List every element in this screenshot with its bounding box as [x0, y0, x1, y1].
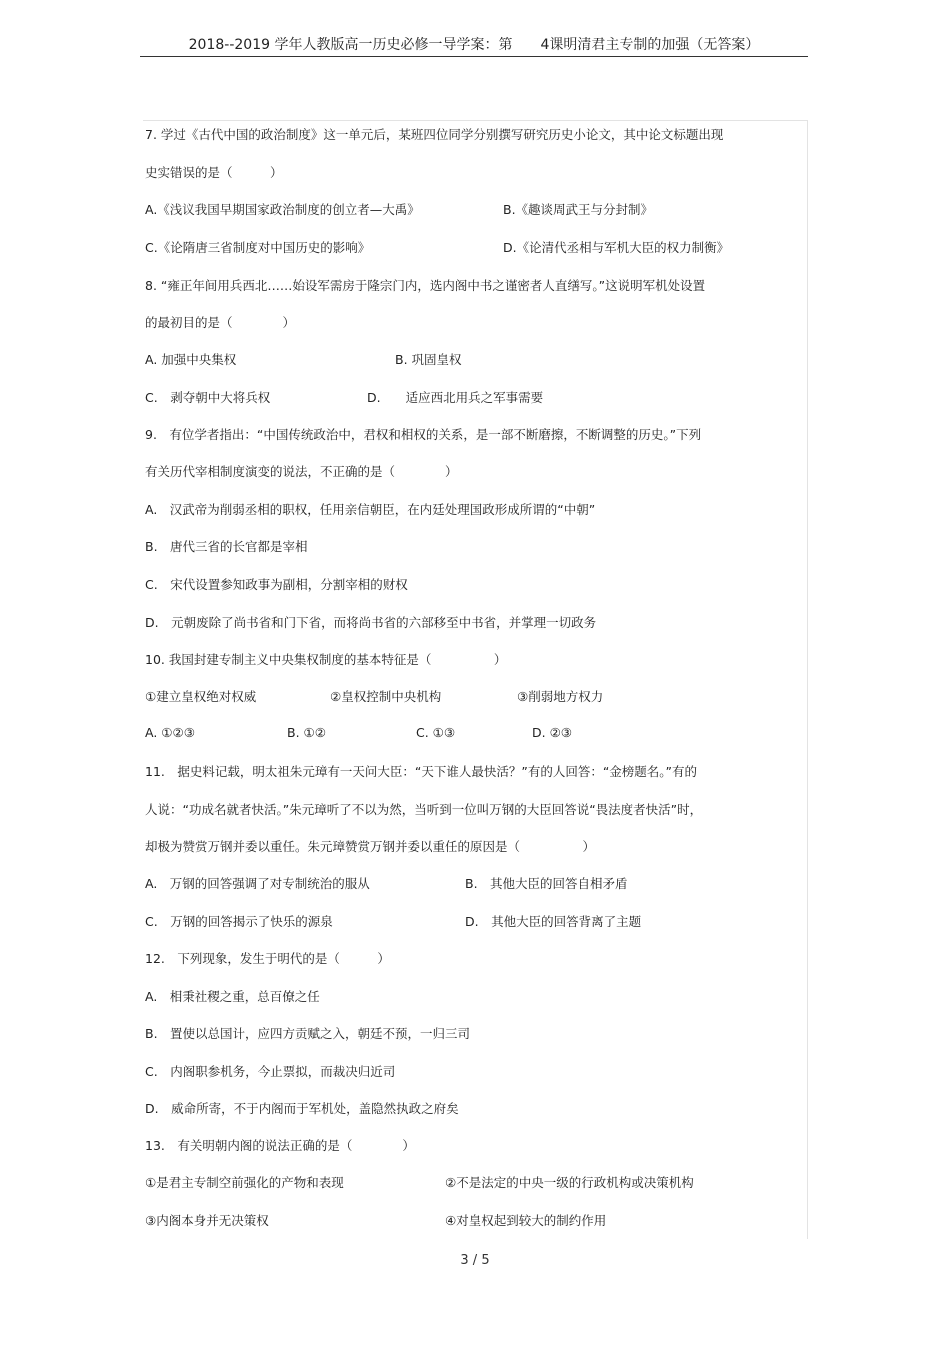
q10-stem: 10. 我国封建专制主义中央集权制度的基本特征是（ ） — [145, 652, 507, 667]
page-number: 3 / 5 — [460, 1253, 490, 1268]
q11-stem-line-2: 人说：“功成名就者快活。”朱元璋听了不以为然，当听到一位叫万钢的大臣回答说“畏法度者快活”时， — [145, 802, 703, 817]
q13-statement-1: ①是君主专制空前强化的产物和表现 — [145, 1175, 344, 1190]
q11-option-a: A. 万钢的回答强调了对专制统治的服从 — [145, 876, 370, 891]
q13-statements-row-2 — [145, 1211, 607, 1229]
page-header — [140, 35, 808, 57]
q9-stem-line-1: 9. 有位学者指出：“中国传统政治中，君权和相权的关系，是一部不断磨擦，不断调整的历史。”下列 — [145, 427, 702, 442]
q10-options-row — [145, 725, 572, 740]
q7-options-row-2 — [145, 238, 730, 256]
q10-statement-3: ③削弱地方权力 — [517, 689, 604, 704]
q13-statement-2: ②不是法定的中央一级的行政机构或决策机构 — [445, 1175, 694, 1190]
q9-option-b: B. 唐代三省的长官都是宰相 — [145, 539, 308, 554]
q11-options-row-1 — [145, 874, 628, 892]
q7-options-row-1 — [145, 200, 654, 218]
q12-option-c: C. 内阁职参机务，今止票拟，而裁决归近司 — [145, 1064, 396, 1079]
q8-options-row-2 — [145, 388, 544, 406]
q7-option-c: C.《论隋唐三省制度对中国历史的影响》 — [145, 240, 371, 255]
q10-option-a: A. ①②③ — [145, 725, 195, 740]
q11-option-b: B. 其他大臣的回答自相矛盾 — [465, 876, 628, 891]
q10-statement-1: ①建立皇权绝对权威 — [145, 689, 257, 704]
q8-options-row-1 — [145, 350, 462, 368]
q13-statement-4: ④对皇权起到较大的制约作用 — [445, 1213, 607, 1228]
q12-stem: 12. 下列现象，发生于明代的是（ ） — [145, 951, 390, 966]
q13-stem: 13. 有关明朝内阁的说法正确的是（ ） — [145, 1138, 415, 1153]
q11-option-d: D. 其他大臣的回答背离了主题 — [465, 914, 642, 929]
q9-option-c: C. 宋代设置参知政事为副相，分割宰相的财权 — [145, 577, 408, 592]
q11-options-row-2 — [145, 912, 642, 930]
q9-option-d: D. 元朝废除了尚书省和门下省，而将尚书省的六部移至中书省，并掌理一切政务 — [145, 615, 597, 630]
q13-statements-row-1 — [145, 1173, 694, 1191]
q11-stem-line-3: 却极为赞赏万钢并委以重任。朱元璋赞赏万钢并委以重任的原因是（ ） — [145, 839, 596, 854]
q9-option-a: A. 汉武帝为削弱丞相的职权，任用亲信朝臣，在内廷处理国政形成所谓的“中朝” — [145, 502, 596, 517]
q13-statement-3: ③内阁本身并无决策权 — [145, 1213, 269, 1228]
q10-option-d: D. ②③ — [532, 725, 572, 740]
q10-option-b: B. ①② — [287, 725, 326, 740]
q12-option-d: D. 威命所寄，不于内阁而于军机处，盖隐然执政之府矣 — [145, 1101, 459, 1116]
q10-option-c: C. ①③ — [416, 725, 456, 740]
q7-stem-line-2: 史实错误的是（ ） — [145, 165, 283, 180]
q12-option-b: B. 置使以总国计，应四方贡赋之入，朝廷不预，一归三司 — [145, 1026, 471, 1041]
q7-option-d: D.《论清代丞相与军机大臣的权力制衡》 — [503, 240, 730, 255]
q11-stem-line-1: 11. 据史料记载，明太祖朱元璋有一天问大臣：“天下谁人最快活？”有的人回答：“金榜题名。”有的 — [145, 764, 698, 779]
q10-statement-2: ②皇权控制中央机构 — [330, 689, 442, 704]
q9-stem-line-2: 有关历代宰相制度演变的说法，不正确的是（ ） — [145, 464, 458, 479]
q8-option-c: C. 剥夺朝中大将兵权 — [145, 390, 271, 405]
q8-option-b: B. 巩固皇权 — [395, 352, 462, 367]
q11-option-c: C. 万钢的回答揭示了快乐的源泉 — [145, 914, 333, 929]
q7-option-b: B.《趣谈周武王与分封制》 — [503, 202, 654, 217]
q8-stem-line-2: 的最初目的是（ ） — [145, 315, 296, 330]
q8-option-a: A. 加强中央集权 — [145, 352, 237, 367]
q7-stem-line-1: 7. 学过《古代中国的政治制度》这一单元后，某班四位同学分别撰写研究历史小论文，其中论文标题出现 — [145, 127, 724, 142]
header-title: 2018--2019 学年人教版高一历史必修一导学案：第 4课明清君主专制的加强（无答案） — [188, 37, 760, 53]
q12-option-a: A. 相秉社稷之重，总百僚之任 — [145, 989, 320, 1004]
q10-statements-row — [145, 687, 604, 705]
q8-option-d: D. 适应西北用兵之军事需要 — [367, 390, 544, 405]
q7-option-a: A.《浅议我国早期国家政治制度的创立者—大禹》 — [145, 202, 420, 217]
q8-stem-line-1: 8. “雍正年间用兵西北……始设军需房于隆宗门内，选内阁中书之谨密者人直缮写。”这说明军机处设置 — [145, 278, 706, 293]
